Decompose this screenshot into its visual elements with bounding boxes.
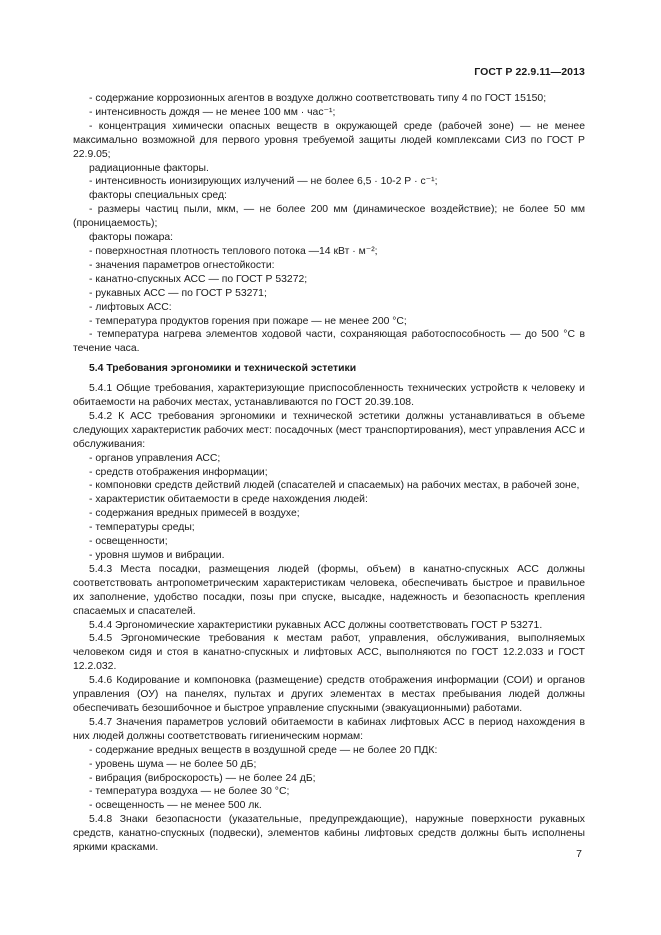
paragraph: - температура нагрева элементов ходовой части, сохраняющая работоспособность — до 500 °С в течение часа. [73, 329, 585, 355]
paragraph: 5.4.6 Кодирование и компоновка (размещение) средств отображения информации (СОИ) и органов управления (ОУ) на панелях, пультах и других элементах в местах пребывания людей должны обеспечивать безошибочное и быстрое управление спускными (эвакуационными) работами. [73, 675, 585, 714]
paragraph: 5.4.4 Эргономические характеристики рукавных АСС должны соответствовать ГОСТ Р 53271. [89, 619, 543, 631]
page-body [73, 92, 585, 855]
paragraph: - размеры частиц пыли, мкм, — не более 200 мм (динамическое воздействие); не более 50 мм (проницаемость); [73, 204, 585, 230]
paragraph: - средств отображения информации; [89, 466, 268, 478]
paragraph: - содержание вредных веществ в воздушной среде — не более 20 ПДК: [89, 744, 438, 756]
paragraph: - температура воздуха — не более 30 °С; [89, 786, 290, 798]
paragraph: - значения параметров огнестойкости: [89, 259, 275, 271]
section-heading: 5.4 Требования эргономики и технической эстетики [89, 363, 357, 375]
paragraph: - освещенности; [89, 536, 168, 548]
paragraph: - содержание коррозионных агентов в воздухе должно соответствовать типу 4 по ГОСТ 15150; [89, 93, 547, 104]
paragraph: - компоновки средств действий людей (спасателей и спасаемых) на рабочих местах, в рабочей зоне, [89, 480, 580, 492]
paragraph: - температуры среды; [89, 522, 195, 534]
paragraph: - лифтовых АСС: [89, 301, 172, 313]
paragraph: факторы специальных сред: [89, 190, 227, 202]
paragraph: - органов управления АСС; [89, 452, 221, 464]
paragraph: - уровня шумов и вибрации. [89, 550, 225, 561]
paragraph: - характеристик обитаемости в среде нахождения людей: [89, 494, 368, 506]
paragraph: - концентрация химически опасных веществ в окружающей среде (рабочей зоне) — не менее максимально возможной для первого уровня требуемой защиты людей комплексами СИЗ по ГОСТ Р 22.9.05; [73, 120, 585, 160]
paragraph: радиационные факторы. [89, 162, 209, 174]
paragraph: - уровень шума — не более 50 дБ; [89, 758, 257, 770]
paragraph: 5.4.1 Общие требования, характеризующие приспособленность технических устройств к человеку и обитаемости на рабочих местах, устанавливаются по ГОСТ 20.39.108. [73, 383, 585, 409]
paragraph: - освещенность — не менее 500 лк. [89, 800, 262, 812]
paragraph: - канатно-спускных АСС — по ГОСТ Р 53272; [89, 273, 308, 285]
paragraph: 5.4.7 Значения параметров условий обитаемости в кабинах лифтовых АСС в период нахождения в них людей должны соответствовать гигиеническим нормам: [73, 716, 585, 742]
paragraph: - вибрация (виброскорость) — не более 24 дБ; [89, 772, 316, 784]
document-code-header: ГОСТ Р 22.9.11—2013 [474, 66, 585, 78]
paragraph: 5.4.8 Знаки безопасности (указательные, предупреждающие), наружные поверхности рукавных средств, канатно-спускных (подвески), элементов кабины лифтовых средств должны быть исполнены яркими красками. [73, 814, 585, 854]
paragraph: - интенсивность дождя — не менее 100 мм · час⁻¹; [89, 106, 336, 118]
paragraph: - интенсивность ионизирующих излучений — не более 6,5 · 10-2 Р · с⁻¹; [89, 176, 438, 188]
paragraph: - температура продуктов горения при пожаре — не менее 200 °С; [89, 315, 407, 327]
paragraph: - рукавных АСС — по ГОСТ Р 53271; [89, 287, 267, 299]
paragraph: 5.4.5 Эргономические требования к местам работ, управления, обслуживания, выполняемых человеком сидя и стоя в канатно-спускных и лифтовых АСС, выполняются по ГОСТ 12.2.033 и ГОСТ 12.2.032. [73, 633, 585, 673]
page-number: 7 [576, 848, 582, 860]
paragraph: 5.4.2 К АСС требования эргономики и технической эстетики должны устанавливаться в объеме следующих характеристик рабочих мест: посадочных (мест транспортирования), мест управления АСС и обслуживания: [73, 410, 585, 450]
paragraph: - поверхностная плотность теплового потока —14 кВт · м⁻²; [89, 245, 378, 257]
paragraph: факторы пожара: [89, 232, 174, 244]
paragraph: 5.4.3 Места посадки, размещения людей (формы, объем) в канатно-спускных АСС должны соответствовать антропометрическим характеристикам человека, обеспечивать быстрое и правильное их заполнение, удобство посадки, позы при спуске, высадке, надежность и безопасность крепления спасаемых и спасателей. [73, 563, 585, 617]
paragraph: - содержания вредных примесей в воздухе; [89, 508, 300, 520]
